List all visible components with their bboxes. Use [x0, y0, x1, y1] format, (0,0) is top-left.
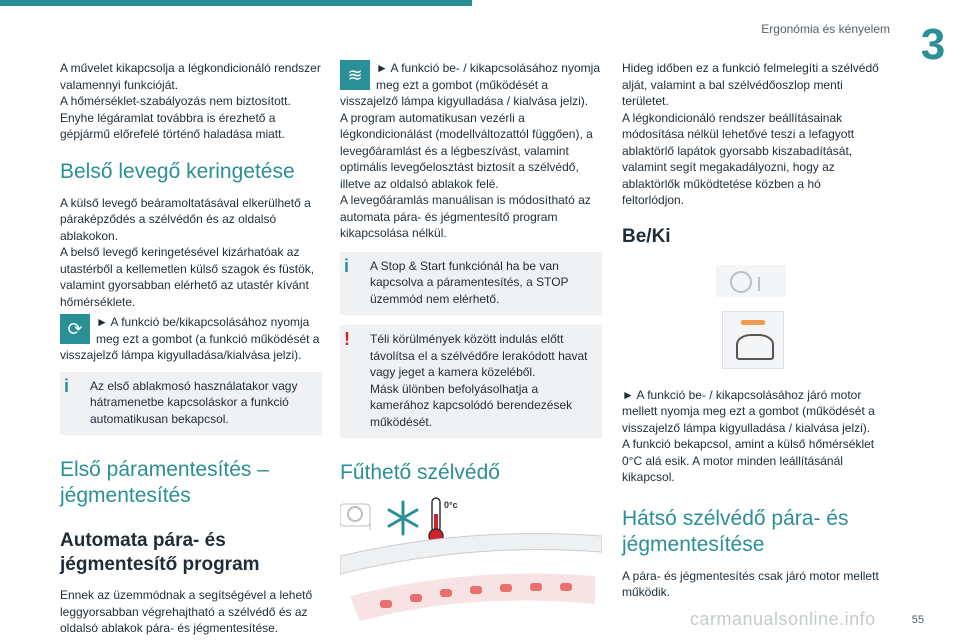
- heading-auto-program: Automata pára- és jégmentesítő program: [60, 530, 260, 575]
- watermark: carmanualsonline.info: [690, 609, 876, 629]
- windscreen-defrost-icon: ≋: [340, 60, 370, 90]
- warning-icon: !: [344, 329, 350, 349]
- auto-program-text: Ennek az üzemmódnak a segítségével a lehető leggyorsabban végrehajtható a szélvédő és az oldalsó ablakok pára- és jégmentesítése.: [60, 588, 313, 635]
- page-number: 55: [911, 614, 924, 626]
- column-3: [622, 60, 884, 601]
- windscreen-top: [340, 534, 602, 575]
- heading-recirculation: Belső levegő keringetése: [60, 159, 295, 183]
- recirculation-text: A külső levegő beáramoltatásával elkerülhető a páraképződés a szélvédőn és az oldalsó ablakokon. A belső levegő keringetésével kizárhatóak az utastérből a kellemetlen külső szagok és füstök, valamint gyorsabban elérhető az utastér kívánt hőmérséklete.: [60, 195, 315, 309]
- info-box-1: [60, 372, 322, 436]
- defrost-button-row: [340, 60, 602, 110]
- heading-on-off: Be/Ki: [622, 225, 671, 247]
- temperature-label: 0°c: [444, 500, 458, 510]
- heated-windscreen-button: [722, 311, 784, 369]
- recirculation-icon: ⟳: [60, 314, 90, 344]
- steering-heat-indicator-icon: [716, 265, 786, 297]
- heated-zone: [350, 574, 595, 622]
- info-box-1-text: Az első ablakmosó használatakor vagy hátramenetbe kapcsoláskor a funkció automatikusan bekapcsol.: [90, 378, 298, 426]
- info-icon: i: [64, 375, 70, 396]
- section-header: Ergonómia és kényelem: [761, 22, 890, 36]
- steering-indicator-icon: [340, 504, 370, 530]
- heated-windscreen-illustration: [340, 496, 602, 626]
- rear-defrost-text: A pára- és jégmentesítés csak járó motor mellett működik.: [622, 568, 879, 599]
- top-accent-bar: [0, 0, 472, 6]
- auto-program-details: A program automatikusan vezérli a légkondicionálást (modellváltozattól függően), a levegőáramlást és a légbeszívást, valamint optimális levegőelosztást biztosít a szélvédő, illetve az oldalsó ablakok felé. A levegőáramlás manuálisan is módosítható az automata pára- és jégmentesítő program kikapcsolása nélkül.: [340, 110, 593, 240]
- snowflake-icon: [389, 502, 417, 534]
- defrost-button-text: ► A funkció be- / kikapcsolásához nyomja meg ezt a gombot (működését a visszajelző lámpa kigyulladása / kialvása jelzi).: [340, 61, 600, 108]
- column-1: [60, 60, 322, 637]
- intro-text: A művelet kikapcsolja a légkondicionáló rendszer valamennyi funkcióját. A hőmérséklet-szabályozás nem biztosított. Enyhe légáramlat továbbra is érezhető a gépjármű előrefelé történő haladása miatt.: [60, 61, 321, 141]
- heading-heated-windscreen: Fűthető szélvédő: [340, 461, 500, 484]
- recirculation-button-row: [60, 314, 322, 364]
- column-2: [340, 60, 602, 626]
- warning-box: [340, 325, 602, 438]
- recirculation-button-text: ► A funkció be/kikapcsolásához nyomja meg ezt a gombot (a funkció működését a visszajelző lámpa kigyulladása/kialvása jelzi).: [60, 315, 320, 362]
- heading-rear-defrost: Hátsó szélvédő pára- és jégmentesítése: [622, 506, 849, 556]
- info-icon: i: [344, 255, 350, 276]
- info-box-2: [340, 252, 602, 316]
- heated-windscreen-text: Hideg időben ez a funkció felmelegíti a szélvédő alját, valamint a bal szélvédőoszlop menti területet. A légkondicionáló rendszer beállításainak módosítása nélkül lehetővé teszi a lefagyott ablaktörlő lapátok gyorsabb kiszabadítását, valamint segít megakadályozni, hogy az ablaktörlők működtetése közben a hó feltorlódjon.: [622, 61, 879, 207]
- heading-front-defrost: Első páramentesítés – jégmentesítés: [60, 458, 269, 507]
- on-off-text: ► A funkció be- / kikapcsolásához járó motor mellett nyomja meg ezt a gombot (működését a visszajelző lámpa kigyulladása / kialvása jelzi). A funkció bekapcsol, amint a külső hőmérséklet 0°C alá esik. A motor minden leállításánál kikapcsol.: [622, 387, 875, 484]
- warning-box-text: Téli körülmények között indulás előtt távolítsa el a szélvédőre lerakódott havat vagy jeget a kamera közeléből. Másk ülönben befolyásolhatja a kamerához kapcsolódó berendezések működését.: [370, 332, 588, 429]
- indicator-lamp: [741, 320, 765, 325]
- info-box-2-text: A Stop & Start funkciónál ha be van kapcsolva a páramentesítés, a STOP üzemmód nem elérhető.: [370, 258, 569, 306]
- chapter-number: 3: [906, 0, 960, 90]
- thermometer-icon: [429, 498, 443, 543]
- windscreen-heat-icon: [736, 334, 774, 360]
